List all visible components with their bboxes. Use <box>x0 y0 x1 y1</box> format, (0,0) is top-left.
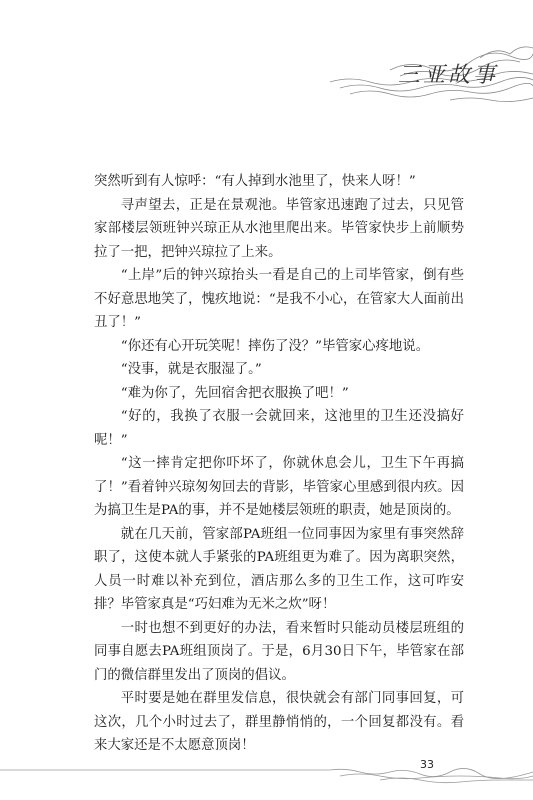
paragraph: 寻声望去，正是在景观池。毕管家迅速跑了过去，只见管家部楼层领班钟兴琼正从水池里爬出来。毕管家快步上前顺势拉了一把，把钟兴琼拉了上来。 <box>94 197 464 260</box>
footer-wave-icon <box>0 766 533 784</box>
paragraph: 平时要是她在群里发信息，很快就会有部门同事回复，可这次，几个小时过去了，群里静悄悄的，一个回复都没有。看来大家还是不太愿意顶岗！ <box>94 691 464 753</box>
paragraph: “难为你了，先回宿舍把衣服换了吧！” <box>120 385 349 401</box>
footer-ornament <box>0 766 533 784</box>
paragraph: 突然听到有人惊呼：“有人掉到水池里了，快来人呀！” <box>94 174 416 189</box>
paragraph: “上岸”后的钟兴琼抬头一看是自己的上司毕管家，倒有些不好意思地笑了，愧疚地说：“是我不小心，在管家大人面前出丑了！” <box>94 268 464 330</box>
paragraph: 一时也想不到更好的办法，看来暂时只能动员楼层班组的同事自愿去PA班组顶岗了。于是，6月30日下午，毕管家在部门的微信群里发出了顶岗的倡议。 <box>94 620 464 683</box>
paragraph: “这一摔肯定把你吓坏了，你就休息会儿，卫生下午再搞了！”看着钟兴琼匆匆回去的背影，毕管家心里感到很内疚。因为搞卫生是PA的事，并不是她楼层领班的职责，她是顶岗的。 <box>94 456 464 518</box>
paragraph: “好的，我换了衣服一会就回来，这池里的卫生还没搞好呢！” <box>94 409 464 448</box>
article-body <box>94 170 464 758</box>
page-number: 33 <box>420 758 434 771</box>
paragraph: 就在几天前，管家部PA班组一位同事因为家里有事突然辞职了，这使本就人手紧张的PA班组更为难了。因为离职突然，人员一时难以补充到位，酒店那么多的卫生工作，这可咋安排？毕管家真是“巧妇难为无米之炊”呀！ <box>94 526 464 612</box>
header-title: 三亚故事 <box>398 63 499 88</box>
paragraph: “你还有心开玩笑呢！摔伤了没？”毕管家心疼地说。 <box>120 338 430 354</box>
paragraph: “没事，就是衣服湿了。” <box>120 362 262 377</box>
